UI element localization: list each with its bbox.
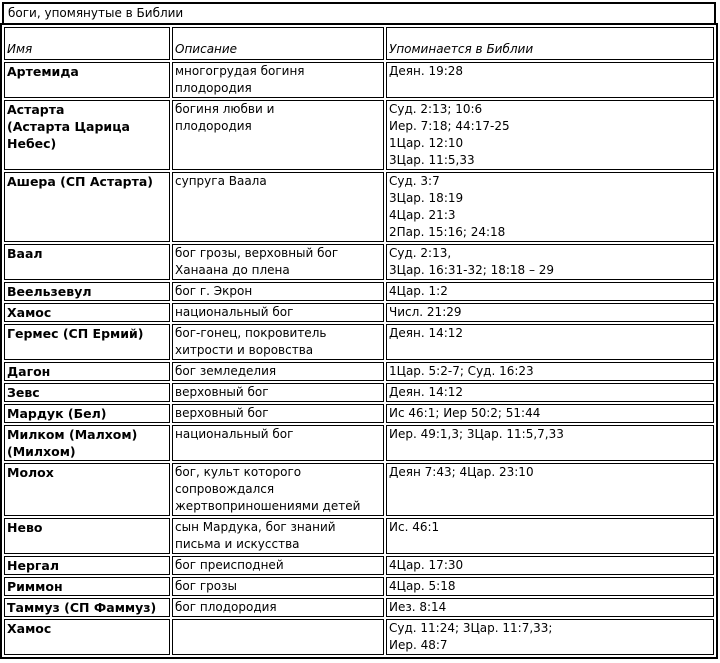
cell-line: богиня любви и bbox=[175, 102, 275, 116]
cell-line: Зевс bbox=[7, 385, 40, 400]
cell-line: Деян. 14:12 bbox=[389, 385, 464, 399]
cell-mentions bbox=[386, 324, 714, 360]
cell-line: национальный бог bbox=[175, 427, 294, 441]
table-row bbox=[4, 172, 714, 242]
cell-line: Суд. 2:13, bbox=[389, 246, 452, 260]
cell-line: Суд. 3:7 bbox=[389, 174, 440, 188]
cell-line: 4Цар. 21:3 bbox=[389, 208, 456, 222]
cell-name bbox=[4, 362, 170, 381]
gods-table bbox=[0, 23, 718, 659]
cell-line: бог, культ которого bbox=[175, 465, 302, 479]
cell-name bbox=[4, 282, 170, 301]
cell-description bbox=[172, 100, 384, 170]
cell-description bbox=[172, 463, 384, 516]
cell-line: Гермес (СП Ермий) bbox=[7, 326, 144, 341]
cell-mentions bbox=[386, 244, 714, 280]
cell-description bbox=[172, 556, 384, 575]
cell-line: Числ. 21:29 bbox=[389, 305, 462, 319]
cell-line: бог г. Экрон bbox=[175, 284, 253, 298]
cell-line: (Астарта Царица bbox=[7, 119, 130, 134]
table-row bbox=[4, 425, 714, 461]
cell-line: плодородия bbox=[175, 119, 252, 133]
cell-line: Деян. 14:12 bbox=[389, 326, 464, 340]
cell-line: Иер. 49:1,3; 3Цар. 11:5,7,33 bbox=[389, 427, 564, 441]
table-row bbox=[4, 362, 714, 381]
cell-line: многогрудая богиня bbox=[175, 64, 305, 78]
cell-line: бог-гонец, покровитель bbox=[175, 326, 327, 340]
cell-description bbox=[172, 172, 384, 242]
cell-mentions bbox=[386, 282, 714, 301]
cell-line: Деян. 19:28 bbox=[389, 64, 464, 78]
cell-name bbox=[4, 463, 170, 516]
cell-line: Таммуз (СП Фаммуз) bbox=[7, 600, 157, 615]
cell-line: бог грозы bbox=[175, 579, 237, 593]
cell-name bbox=[4, 619, 170, 655]
cell-line: Небес) bbox=[7, 136, 57, 151]
cell-line: Нево bbox=[7, 520, 43, 535]
cell-line: Ханаана до плена bbox=[175, 263, 290, 277]
table-row bbox=[4, 598, 714, 617]
table-row bbox=[4, 518, 714, 554]
cell-line: верховный бог bbox=[175, 406, 269, 420]
cell-line: Ашера (СП Астарта) bbox=[7, 174, 153, 189]
cell-mentions bbox=[386, 303, 714, 322]
cell-description bbox=[172, 62, 384, 98]
cell-line: 3Цар. 16:31-32; 18:18 – 29 bbox=[389, 263, 555, 277]
cell-name bbox=[4, 100, 170, 170]
table-header-row bbox=[4, 27, 714, 60]
cell-line: Деян 7:43; 4Цар. 23:10 bbox=[389, 465, 534, 479]
cell-line: Молох bbox=[7, 465, 54, 480]
cell-line: Иез. 8:14 bbox=[389, 600, 447, 614]
cell-mentions bbox=[386, 619, 714, 655]
cell-line: Риммон bbox=[7, 579, 63, 594]
table-row bbox=[4, 244, 714, 280]
cell-line: 4Цар. 5:18 bbox=[389, 579, 456, 593]
cell-line: Суд. 11:24; 3Цар. 11:7,33; bbox=[389, 621, 553, 635]
cell-line: супруга Ваала bbox=[175, 174, 267, 188]
cell-mentions bbox=[386, 362, 714, 381]
cell-line: Астарта bbox=[7, 102, 65, 117]
table-row bbox=[4, 100, 714, 170]
cell-line: Иер. 7:18; 44:17-25 bbox=[389, 119, 510, 133]
cell-line: Иер. 48:7 bbox=[389, 638, 448, 652]
cell-description bbox=[172, 303, 384, 322]
cell-line: Суд. 2:13; 10:6 bbox=[389, 102, 483, 116]
cell-line: жертвоприношениями детей bbox=[175, 499, 361, 513]
cell-name bbox=[4, 598, 170, 617]
cell-name bbox=[4, 425, 170, 461]
cell-line: (Милхом) bbox=[7, 444, 76, 459]
cell-line: 3Цар. 11:5,33 bbox=[389, 153, 475, 167]
table-row bbox=[4, 404, 714, 423]
cell-line: бог земледелия bbox=[175, 364, 277, 378]
table-row bbox=[4, 282, 714, 301]
cell-line: сопровождался bbox=[175, 482, 275, 496]
cell-description bbox=[172, 383, 384, 402]
cell-mentions bbox=[386, 577, 714, 596]
cell-description bbox=[172, 598, 384, 617]
header-mentions: Упоминается в Библии bbox=[386, 27, 714, 60]
cell-mentions bbox=[386, 425, 714, 461]
cell-name bbox=[4, 62, 170, 98]
cell-name bbox=[4, 172, 170, 242]
table-row bbox=[4, 62, 714, 98]
cell-line: Ваал bbox=[7, 246, 43, 261]
table-row bbox=[4, 324, 714, 360]
cell-line: Артемида bbox=[7, 64, 79, 79]
cell-line: Хамос bbox=[7, 621, 52, 636]
cell-description bbox=[172, 324, 384, 360]
header-name: Имя bbox=[4, 27, 170, 60]
header-description: Описание bbox=[172, 27, 384, 60]
cell-line: сын Мардука, бог знаний bbox=[175, 520, 336, 534]
cell-line: письма и искусства bbox=[175, 537, 300, 551]
cell-mentions bbox=[386, 172, 714, 242]
cell-line: Милком (Малхом) bbox=[7, 427, 138, 442]
table-row bbox=[4, 463, 714, 516]
cell-mentions bbox=[386, 518, 714, 554]
cell-line: Ис 46:1; Иер 50:2; 51:44 bbox=[389, 406, 541, 420]
table-caption: боги, упомянутые в Библии bbox=[2, 2, 716, 23]
cell-line: 4Цар. 17:30 bbox=[389, 558, 464, 572]
cell-line: бог грозы, верховный бог bbox=[175, 246, 339, 260]
cell-name bbox=[4, 244, 170, 280]
cell-line: плодородия bbox=[175, 81, 252, 95]
cell-line: бог плодородия bbox=[175, 600, 277, 614]
cell-line: 4Цар. 1:2 bbox=[389, 284, 448, 298]
cell-mentions bbox=[386, 404, 714, 423]
cell-mentions bbox=[386, 383, 714, 402]
cell-line: бог преисподней bbox=[175, 558, 284, 572]
cell-name bbox=[4, 383, 170, 402]
cell-line: верховный бог bbox=[175, 385, 269, 399]
cell-line: Нергал bbox=[7, 558, 60, 573]
table-row bbox=[4, 556, 714, 575]
cell-name bbox=[4, 518, 170, 554]
cell-line: 1Цар. 12:10 bbox=[389, 136, 464, 150]
cell-line: Хамос bbox=[7, 305, 52, 320]
table-row bbox=[4, 383, 714, 402]
cell-description bbox=[172, 577, 384, 596]
cell-line: 2Пар. 15:16; 24:18 bbox=[389, 225, 506, 239]
cell-description bbox=[172, 244, 384, 280]
cell-description bbox=[172, 404, 384, 423]
cell-description bbox=[172, 362, 384, 381]
gods-table-container bbox=[2, 2, 716, 659]
cell-mentions bbox=[386, 556, 714, 575]
cell-line: Ис. 46:1 bbox=[389, 520, 440, 534]
table-row bbox=[4, 619, 714, 655]
cell-name bbox=[4, 324, 170, 360]
table-row bbox=[4, 577, 714, 596]
cell-line: хитрости и воровства bbox=[175, 343, 314, 357]
cell-line: национальный бог bbox=[175, 305, 294, 319]
cell-description bbox=[172, 282, 384, 301]
cell-line: 3Цар. 18:19 bbox=[389, 191, 464, 205]
cell-description bbox=[172, 619, 384, 655]
cell-description bbox=[172, 425, 384, 461]
cell-line: Дагон bbox=[7, 364, 51, 379]
cell-line: Веельзевул bbox=[7, 284, 92, 299]
cell-mentions bbox=[386, 62, 714, 98]
cell-name bbox=[4, 303, 170, 322]
cell-name bbox=[4, 404, 170, 423]
cell-mentions bbox=[386, 100, 714, 170]
cell-description bbox=[172, 518, 384, 554]
cell-line: Мардук (Бел) bbox=[7, 406, 107, 421]
cell-mentions bbox=[386, 598, 714, 617]
cell-line: 1Цар. 5:2-7; Суд. 16:23 bbox=[389, 364, 534, 378]
cell-name bbox=[4, 556, 170, 575]
table-row bbox=[4, 303, 714, 322]
cell-mentions bbox=[386, 463, 714, 516]
cell-name bbox=[4, 577, 170, 596]
